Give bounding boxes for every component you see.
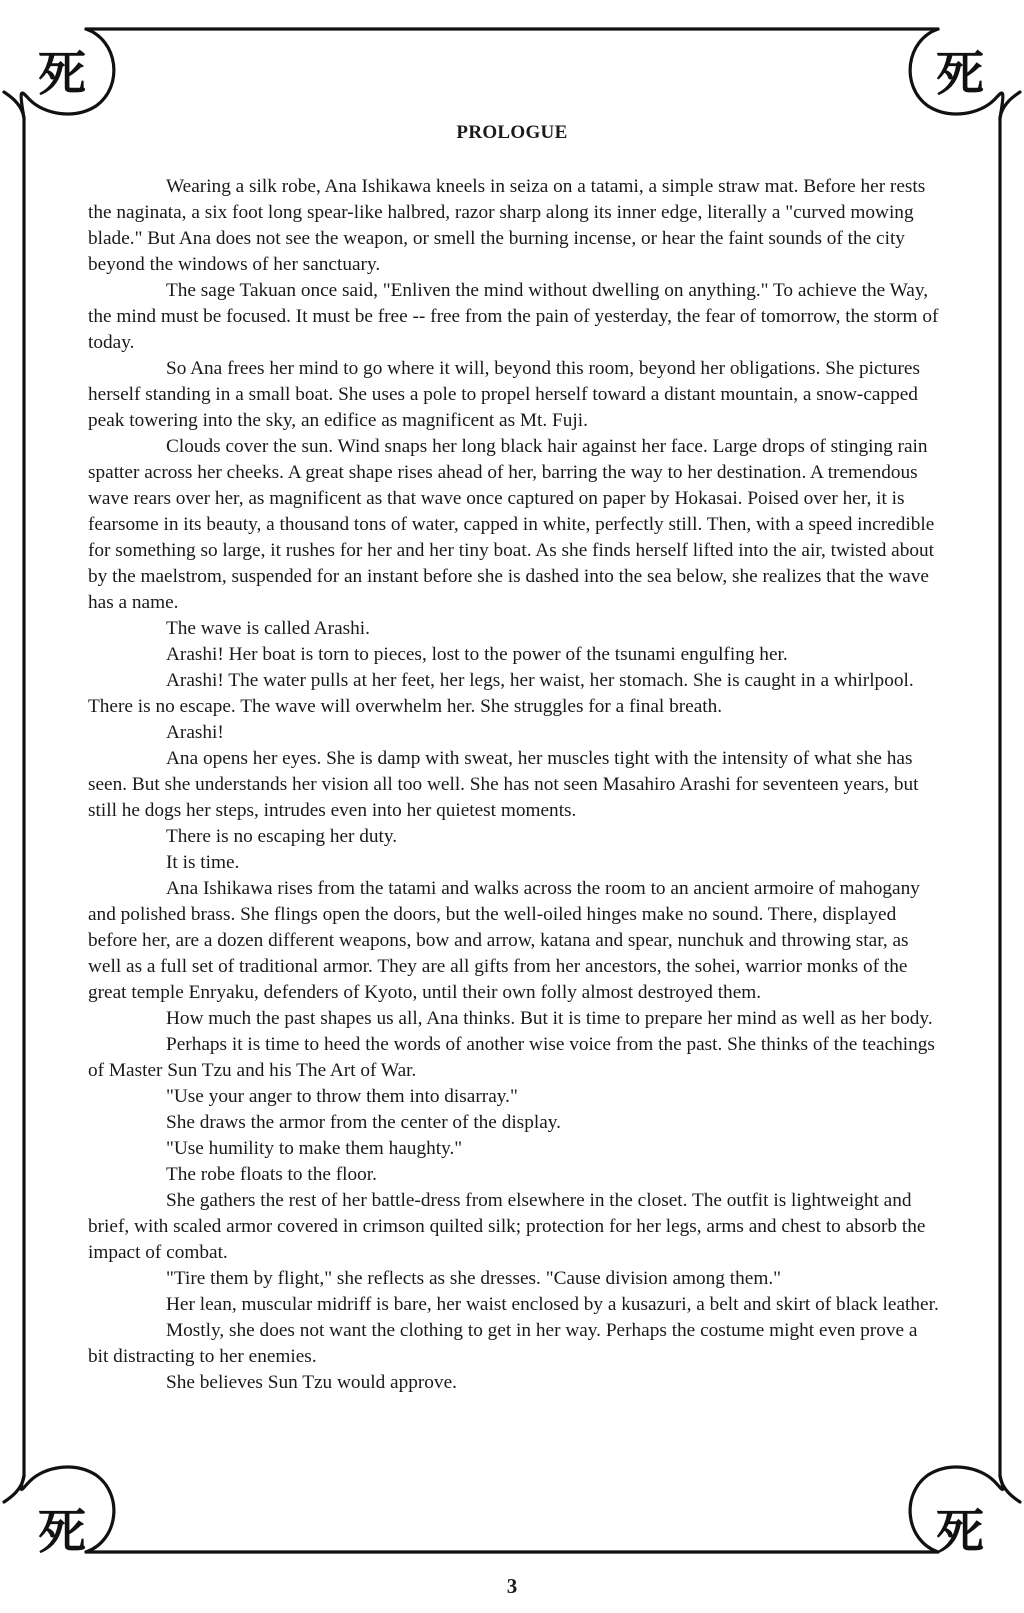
page-number: 3: [506, 1574, 518, 1598]
page-title: PROLOGUE: [456, 122, 568, 143]
paragraph: "Use your anger to throw them into disarray.": [166, 1086, 518, 1107]
paragraph: Mostly, she does not want the clothing to get in her way. Perhaps the costume might even prove a bit distracting to her enemies.: [88, 1320, 918, 1367]
paragraph: Arashi!: [166, 722, 224, 743]
paragraph: The robe floats to the floor.: [166, 1164, 377, 1185]
paragraph: It is time.: [166, 852, 240, 873]
paragraph: Her lean, muscular midriff is bare, her waist enclosed by a kusazuri, a belt and skirt of black leather.: [166, 1294, 939, 1315]
corner-death-kanji-icon: 死: [37, 1504, 86, 1560]
paragraph: The sage Takuan once said, "Enliven the mind without dwelling on anything." To achieve the Way, the mind must be focused. It must be free -- free from the pain of yesterday, the fear of tomorrow, the storm of today.: [88, 280, 939, 353]
paragraph: "Use humility to make them haughty.": [166, 1138, 463, 1159]
corner-death-kanji-icon: 死: [935, 46, 984, 102]
paragraph: Ana Ishikawa rises from the tatami and walks across the room to an ancient armoire of mahogany and polished brass. She flings open the doors, but the well-oiled hinges make no sound. There, displayed before her, are a dozen different weapons, bow and arrow, katana and spear, nunchuk and throwing star, as well as a full set of traditional armor. They are all gifts from her ancestors, the sohei, warrior monks of the great temple Enryaku, defenders of Kyoto, until their own folly almost destroyed them.: [88, 878, 920, 1003]
paragraph: So Ana frees her mind to go where it will, beyond this room, beyond her obligations. She pictures herself standing in a small boat. She uses a pole to propel herself toward a distant mountain, a snow-capped peak towering into the sky, an edifice as magnificent as Mt. Fuji.: [88, 358, 920, 431]
paragraph: She draws the armor from the center of the display.: [166, 1112, 561, 1133]
paragraph: The wave is called Arashi.: [166, 618, 370, 639]
paragraph: Wearing a silk robe, Ana Ishikawa kneels in seiza on a tatami, a simple straw mat. Before her rests the naginata, a six foot long spear-like halbred, razor sharp along its inner edge, literally a "curved mowing blade." But Ana does not see the weapon, or smell the burning incense, or hear the faint sounds of the city beyond the windows of her sanctuary.: [88, 176, 926, 275]
paragraph: Ana opens her eyes. She is damp with sweat, her muscles tight with the intensity of what she has seen. But she understands her vision all too well. She has not seen Masahiro Arashi for seventeen years, but still he dogs her steps, intrudes even into her quietest moments.: [88, 748, 919, 821]
paragraph: Perhaps it is time to heed the words of another wise voice from the past. She thinks of the teachings of Master Sun Tzu and his The Art of War.: [88, 1034, 935, 1081]
paragraph: Arashi! The water pulls at her feet, her legs, her waist, her stomach. She is caught in a whirlpool. There is no escape. The wave will overwhelm her. She struggles for a final breath.: [88, 670, 914, 717]
corner-death-kanji-icon: 死: [37, 46, 86, 102]
paragraph: "Tire them by flight," she reflects as she dresses. "Cause division among them.": [166, 1268, 782, 1289]
paragraph: Clouds cover the sun. Wind snaps her long black hair against her face. Large drops of stinging rain spatter across her cheeks. A great shape rises ahead of her, barring the way to her destination. A tremendous wave rears over her, as magnificent as that wave once captured on paper by Hokasai. Poised over her, it is fearsome in its beauty, a thousand tons of water, capped in white, perfectly still. Then, with a speed incredible for something so large, it rushes for her and her tiny boat. As she finds herself lifted into the air, twisted about by the maelstrom, suspended for an instant before she is dashed into the sea below, she realizes that the wave has a name.: [88, 436, 935, 613]
paragraph: Arashi! Her boat is torn to pieces, lost to the power of the tsunami engulfing her.: [166, 644, 788, 665]
prologue-body: [88, 174, 940, 1396]
paragraph: There is no escaping her duty.: [166, 826, 398, 847]
paragraph: How much the past shapes us all, Ana thinks. But it is time to prepare her mind as well as her body.: [166, 1008, 933, 1029]
corner-death-kanji-icon: 死: [935, 1504, 984, 1560]
paragraph: She believes Sun Tzu would approve.: [166, 1372, 457, 1393]
paragraph: She gathers the rest of her battle-dress from elsewhere in the closet. The outfit is lightweight and brief, with scaled armor covered in crimson quilted silk; protection for her legs, arms and chest to absorb the impact of combat.: [88, 1190, 926, 1263]
